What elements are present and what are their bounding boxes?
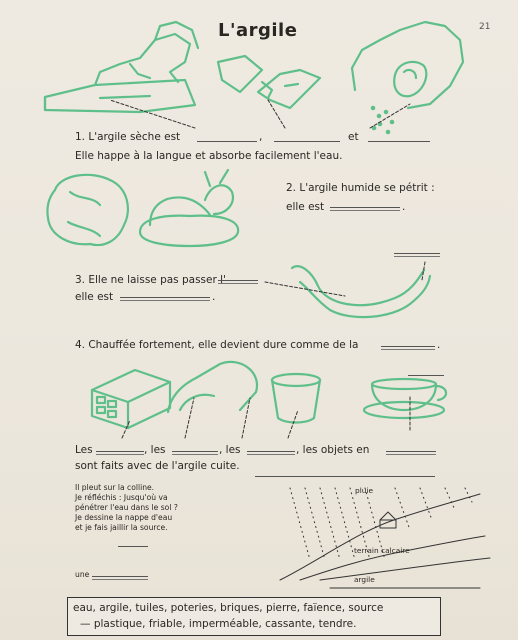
q3-line2: elle est xyxy=(75,291,114,303)
q4-dot: . xyxy=(437,339,441,351)
word-bank-line-1: eau, argile, tuiles, poteries, briques, pierre, faïence, source xyxy=(73,602,384,614)
label-terrain-calcaire: terrain calcaire xyxy=(354,546,410,555)
q4-les2: , les xyxy=(144,444,166,456)
q4-les3: , les xyxy=(219,444,241,456)
clay-lump-drawing xyxy=(47,175,127,245)
q1-line2: Elle happe à la langue et absorbe facilement l'eau. xyxy=(75,150,343,162)
q3-side-blank[interactable] xyxy=(394,253,440,257)
q1-blank-1[interactable] xyxy=(197,141,257,142)
q2-blank[interactable] xyxy=(330,207,400,211)
q3-dot: . xyxy=(212,291,216,303)
broken-clay-pieces-drawing xyxy=(218,56,320,108)
q3-blank-1[interactable] xyxy=(218,280,258,284)
q1-et: et xyxy=(348,131,359,143)
q4-blank-les-1[interactable] xyxy=(96,451,144,455)
q2-dot: . xyxy=(402,201,406,213)
q4-les4: , les objets en xyxy=(296,444,370,456)
q4-cup-blank[interactable] xyxy=(408,375,444,376)
note-blank-1[interactable] xyxy=(118,546,148,547)
q4-blank-les-4[interactable] xyxy=(386,451,436,455)
bent-clay-strip-drawing xyxy=(292,266,430,317)
label-pluie: pluie xyxy=(355,486,374,495)
brick-drawing xyxy=(92,370,170,428)
roof-tile-drawing xyxy=(168,362,257,412)
page-title: L'argile xyxy=(218,20,298,41)
page-number: 21 xyxy=(479,22,491,32)
q4-line3: sont faits avec de l'argile cuite. xyxy=(75,460,240,472)
hill-water-cross-section-drawing xyxy=(280,488,490,588)
q4-blank-1[interactable] xyxy=(381,346,435,350)
q4-underline xyxy=(255,476,435,477)
note-text: Il pleut sur la colline. Je réfléchis : Jusqu'où va pénétrer l'eau dans le sol ? Je dessine la nappe d'eau et je fais jaillir la source. xyxy=(75,483,178,532)
word-bank-line-2: — plastique, friable, imperméable, cassante, tendre. xyxy=(80,618,357,630)
fingers-crumbling-clay-drawing xyxy=(352,22,463,133)
q1-text: 1. L'argile sèche est xyxy=(75,131,181,143)
note-blank-2[interactable] xyxy=(92,576,148,580)
clay-rabbit-drawing xyxy=(140,170,238,246)
q4-blank-les-3[interactable] xyxy=(247,451,295,455)
label-argile: argile xyxy=(354,575,375,584)
hand-breaking-clay-drawing xyxy=(45,22,198,112)
flower-pot-drawing xyxy=(272,374,320,423)
cup-and-saucer-drawing xyxy=(364,379,446,418)
q2-text: 2. L'argile humide se pétrit : xyxy=(286,182,435,194)
word-bank-box xyxy=(67,597,441,636)
q4-blank-les-2[interactable] xyxy=(172,451,218,455)
note-une: une xyxy=(75,570,90,579)
q1-blank-3[interactable] xyxy=(368,141,430,142)
q3-text: 3. Elle ne laisse pas passer l' xyxy=(75,274,226,286)
q4-les: Les xyxy=(75,444,93,456)
q4-text: 4. Chauffée fortement, elle devient dure comme de la xyxy=(75,339,359,351)
q1-comma: , xyxy=(259,131,263,143)
q3-blank-2[interactable] xyxy=(120,297,210,301)
q2-line2: elle est xyxy=(286,201,325,213)
q1-blank-2[interactable] xyxy=(274,141,340,142)
